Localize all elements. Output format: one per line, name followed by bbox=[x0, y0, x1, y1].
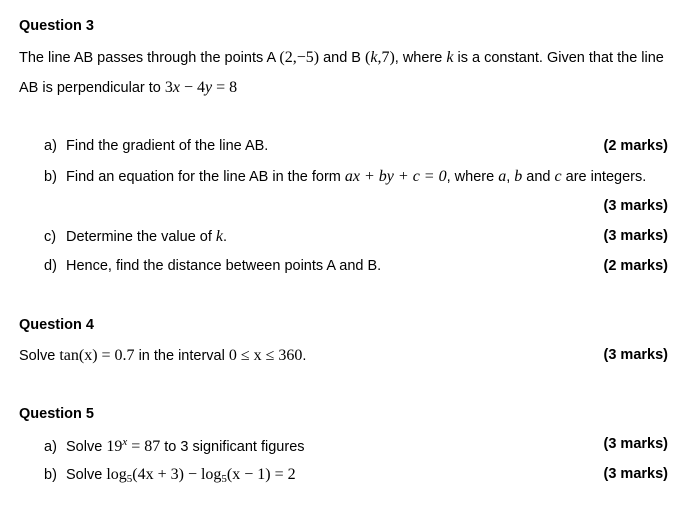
q3-part-a bbox=[44, 138, 268, 154]
q3-part-b: b) Find an equation for the line AB in the form ax + by + c = 0, where a, b and c are integers. bbox=[44, 168, 647, 185]
part-text: are integers. bbox=[561, 169, 647, 185]
constant-k: k bbox=[215, 228, 224, 245]
log-equation: $\log_5(4x + 3) - \log_5(x - 1) = 2$ bbox=[106, 466, 296, 485]
line-equation: 3x − 4y = 8 bbox=[164, 79, 238, 96]
constant-k: k bbox=[446, 49, 454, 66]
question-3-title: Question 3 bbox=[19, 18, 94, 34]
q3-part-d-marks: (2 marks) bbox=[603, 258, 668, 274]
q5-part-b-marks: (3 marks) bbox=[603, 466, 668, 482]
part-text: Determine the value of bbox=[66, 229, 216, 245]
q5-part-a: a) Solve $19^x = 87$ to 3 significant figures bbox=[44, 436, 305, 455]
part-label: a) bbox=[44, 439, 57, 455]
q4-marks: (3 marks) bbox=[603, 347, 668, 363]
q3-part-c-marks: (3 marks) bbox=[603, 228, 668, 244]
q5-part-b: b) Solve $\log_5(4x + 3) - \log_5(x - 1) = 2$ bbox=[44, 466, 296, 485]
part-text: , where bbox=[446, 169, 499, 185]
equation-form: ax + by + c = 0 bbox=[344, 168, 447, 185]
part-label: b) bbox=[44, 467, 57, 483]
q3-intro-text: and B bbox=[319, 50, 366, 66]
part-text: Hence, find the distance between points A and B. bbox=[66, 258, 382, 274]
part-text: Find the gradient of the line AB. bbox=[66, 138, 269, 154]
q3-part-d bbox=[44, 258, 381, 274]
part-text: Find an equation for the line AB in the form bbox=[66, 169, 345, 185]
part-label: c) bbox=[44, 229, 57, 245]
q3-intro-text: , where bbox=[394, 50, 447, 66]
q3-part-b-marks: (3 marks) bbox=[603, 198, 668, 214]
point-b: (k,7) bbox=[365, 49, 395, 66]
part-label: a) bbox=[44, 138, 57, 154]
question-3-intro-line-2 bbox=[19, 79, 237, 97]
question-4-title: Question 4 bbox=[19, 317, 94, 333]
exponential-equation: $19^x = 87$ bbox=[106, 436, 161, 455]
q5-part-a-marks: (3 marks) bbox=[603, 436, 668, 452]
question-3-intro-line-1 bbox=[19, 49, 664, 67]
q3-intro-text: The line AB passes through the points A bbox=[19, 50, 280, 66]
part-label: b) bbox=[44, 169, 57, 185]
q3-intro-text: is a constant. Given that the line bbox=[453, 50, 664, 66]
part-label: d) bbox=[44, 258, 57, 274]
interval: 0 ≤ x ≤ 360 bbox=[228, 347, 303, 364]
q3-part-a-marks: (2 marks) bbox=[603, 138, 668, 154]
tan-equation: tan(x) = 0.7 bbox=[59, 347, 135, 364]
question-4-text: Solve tan(x) = 0.7 in the interval 0 ≤ x ≤ 360. bbox=[19, 347, 307, 364]
point-a: (2,−5) bbox=[279, 49, 320, 66]
q3-intro-text: AB is perpendicular to bbox=[19, 80, 165, 96]
q3-part-c: c) Determine the value of k. bbox=[44, 228, 228, 245]
question-5-title: Question 5 bbox=[19, 406, 94, 422]
